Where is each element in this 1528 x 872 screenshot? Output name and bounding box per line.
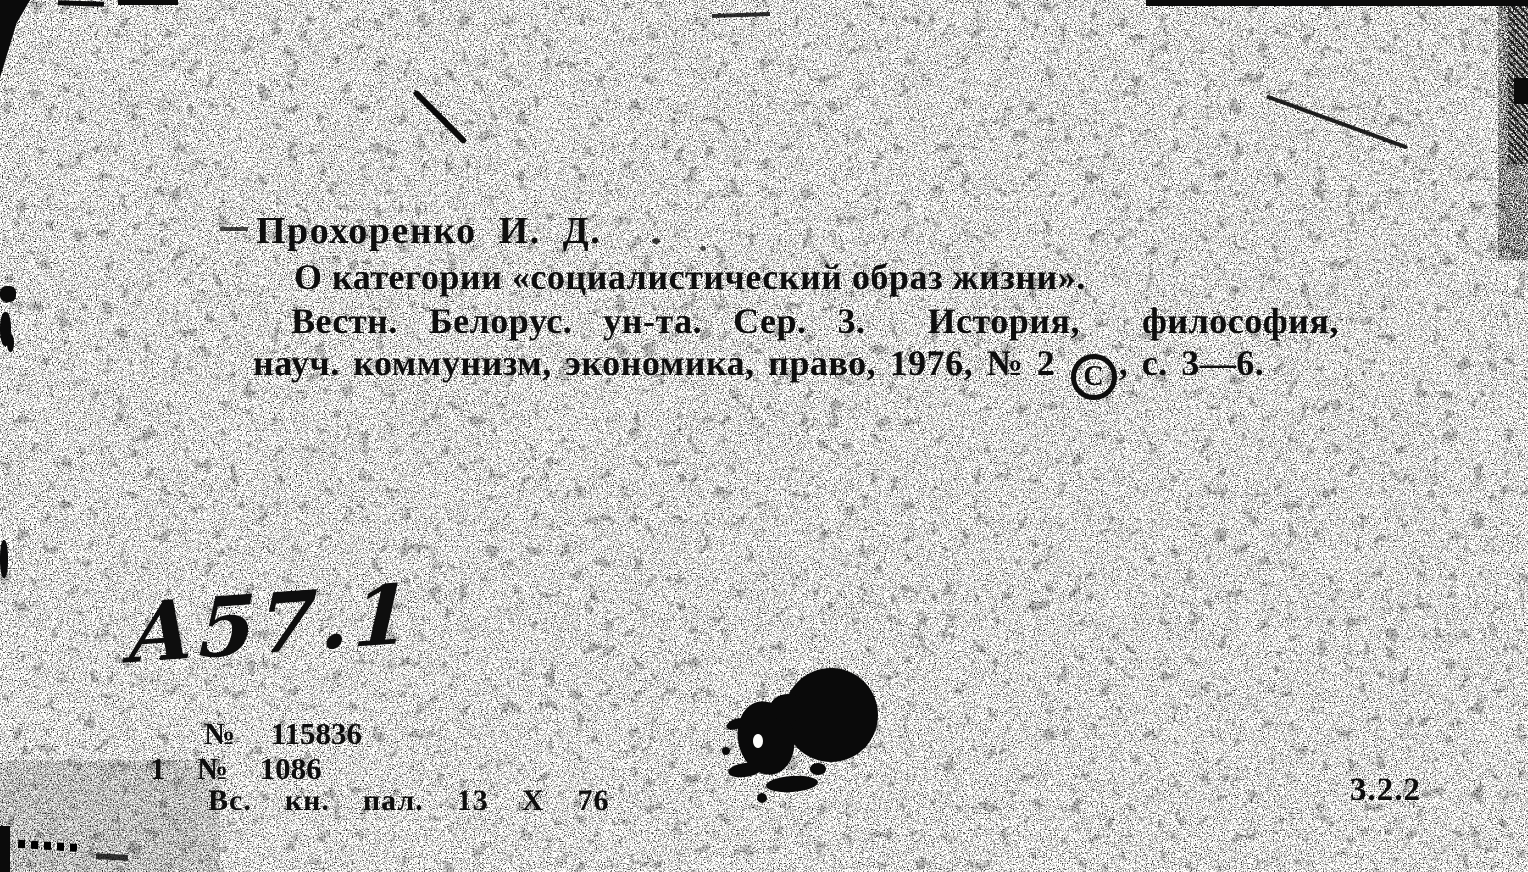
scan-artifact-left-edge-mark <box>7 334 14 352</box>
scan-artifact-dash-before-author <box>220 227 248 231</box>
classification-code: 3.2.2 <box>1350 772 1421 808</box>
copyright-symbol: C <box>1071 354 1117 400</box>
scan-artifact-speck <box>652 238 660 244</box>
ink-blot <box>700 648 930 838</box>
scan-artifact-speck <box>700 246 706 251</box>
scan-artifact-bottom-left-edge <box>0 826 10 872</box>
scan-artifact-top-right-edge <box>1146 0 1528 6</box>
scan-artifact-left-edge-mark <box>0 540 8 578</box>
book-chamber-date-line: Вс. кн. пал. 13 X 76 <box>208 784 610 817</box>
source-line-2-pages: , с. 3—6. <box>1118 343 1265 383</box>
secondary-number: 1 № 1086 <box>150 751 322 786</box>
handwritten-call-number: А57.1 <box>126 566 416 683</box>
author-line: Прохоренко И. Д. <box>256 210 602 252</box>
scan-artifact-right-edge-mark <box>1514 78 1528 104</box>
source-line-2 <box>253 342 1264 400</box>
title-line: О категории «социалистический образ жизни». <box>294 257 1086 297</box>
accession-number: № 115836 <box>204 716 362 751</box>
scan-artifact-left-edge-mark <box>0 286 16 302</box>
source-line-2-text: науч. коммунизм, экономика, право, 1976, № 2 <box>253 343 1069 383</box>
source-line-1: Вестн. Белорус. ун-та. Сер. 3. История, философия, <box>291 301 1339 341</box>
scan-artifact-top-dash <box>118 0 178 5</box>
